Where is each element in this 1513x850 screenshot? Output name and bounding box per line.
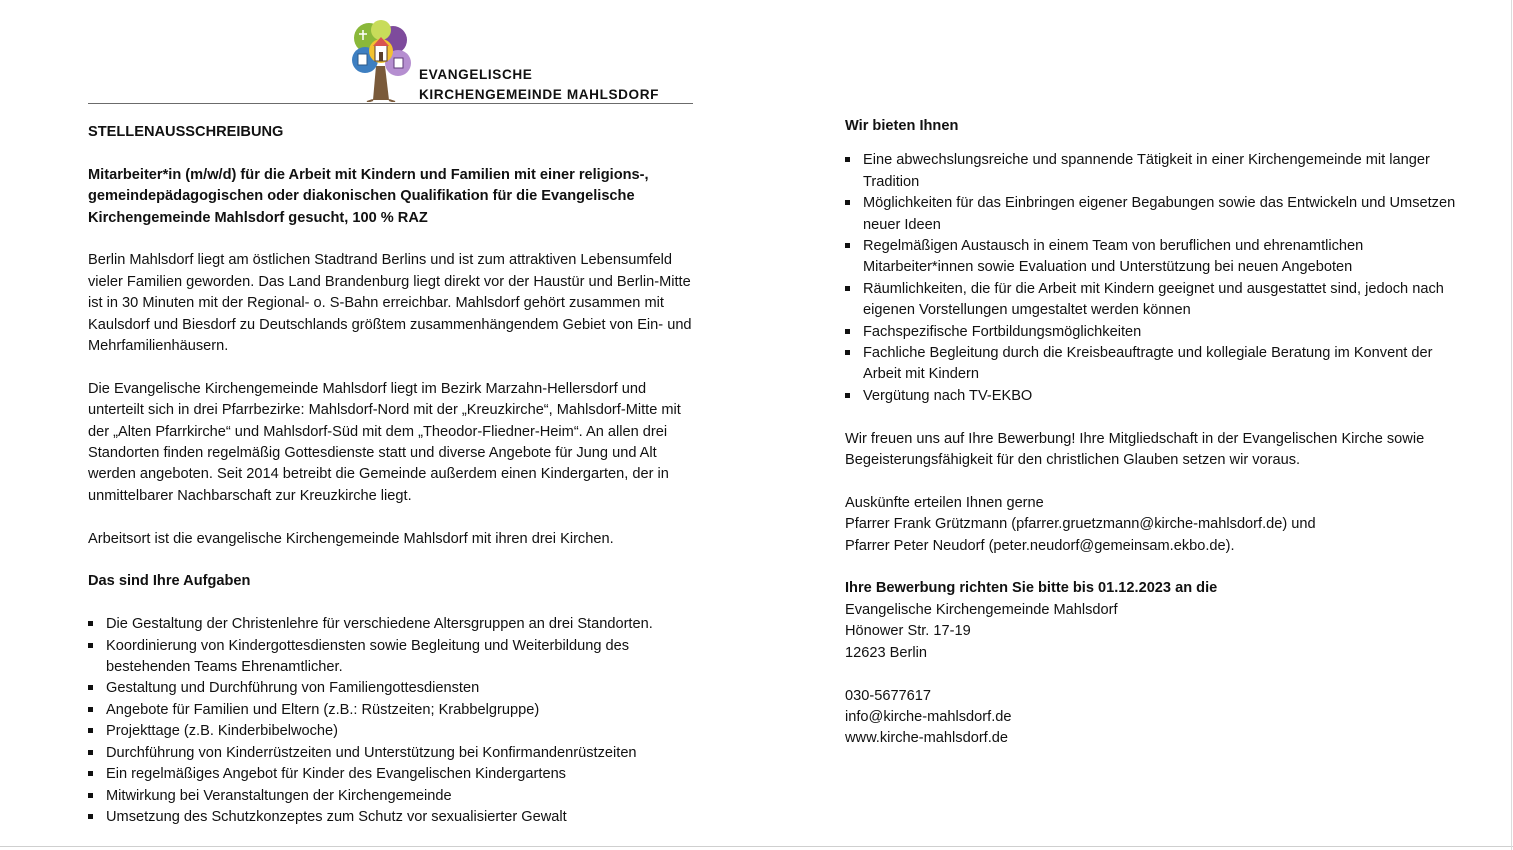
parish-paragraph: Die Evangelische Kirchengemeinde Mahlsdorf liegt im Bezirk Marzahn-Hellersdorf und unterteilt sich in drei Pfarrbezirke: Mahlsdorf-Nord mit der „Kreuzkirche“, Mahlsdorf-Mitte mit der „Alten Pfarrkirche“ und Mahlsdorf-Süd mit dem „Theodor-Fliedner-Heim“. An allen drei Standorten finden regelmäßig Gottesdienste statt und diverse Angebote für Jung und Alt werden angeboten. Seit 2014 betreibt die Gemeinde außerdem einen Kindergarten, der in unmittelbarer Nachbarschaft zur Kreuzkirche liegt. — [88, 380, 681, 504]
bullet-icon — [88, 685, 93, 690]
letterhead — [349, 18, 679, 102]
list-item — [88, 721, 700, 742]
offer-text: Eine abwechslungsreiche und spannende Tätigkeit in einer Kirchengemeinde mit langer Tradition — [863, 152, 1430, 190]
task-text: Ein regelmäßiges Angebot für Kinder des Evangelischen Kindergartens — [106, 766, 566, 783]
offer-text: Fachspezifische Fortbildungsmöglichkeiten — [863, 323, 1142, 340]
list-item — [88, 786, 700, 807]
bullet-icon — [845, 329, 850, 334]
address-line-2: Hönower Str. 17-19 — [845, 623, 971, 640]
offers-list — [845, 150, 1460, 407]
document-heading: STELLENAUSSCHREIBUNG — [88, 124, 284, 140]
bullet-icon — [845, 350, 850, 355]
offer-text: Räumlichkeiten, die für die Arbeit mit Kindern geeignet und ausgestattet sind, jedoch nach eigenen Vorstellungen umgestaltet werden können — [863, 280, 1444, 319]
phone-number: 030-5677617 — [845, 687, 932, 704]
list-item — [845, 322, 1460, 343]
job-title: Mitarbeiter*in (m/w/d) für die Arbeit mit Kindern und Familien mit einer religions-, gemeindepädagogischen oder diakonischen Qualifikation für die Evangelische Kirchengemeinde Mahlsdorf gesucht, 100 % RAZ — [88, 166, 649, 226]
offer-text: Regelmäßigen Austausch in einem Team von beruflichen und ehrenamtlichen Mitarbeiter*innen sowie Evaluation und Unterstützung bei neuen Angeboten — [863, 238, 1364, 276]
tasks-heading: Das sind Ihre Aufgaben — [88, 573, 251, 590]
task-text: Mitwirkung bei Veranstaltungen der Kirchengemeinde — [106, 787, 452, 804]
task-text: Angebote für Familien und Eltern (z.B.: Rüstzeiten; Krabbelgruppe) — [106, 701, 540, 718]
website-url: www.kirche-mahlsdorf.de — [845, 730, 1009, 747]
tree-church-logo-icon — [349, 18, 415, 102]
address-line-3: 12623 Berlin — [845, 644, 927, 661]
bullet-icon — [845, 286, 850, 291]
page-bottom-border — [0, 846, 1513, 847]
bullet-icon — [845, 157, 850, 162]
list-item — [88, 614, 700, 635]
list-item — [845, 150, 1460, 193]
list-item — [88, 678, 700, 699]
task-text: Gestaltung und Durchführung von Familiengottesdiensten — [106, 680, 480, 697]
task-text: Projekttage (z.B. Kinderbibelwoche) — [106, 723, 338, 740]
application-heading: Ihre Bewerbung richten Sie bitte bis 01.12.2023 an die — [845, 580, 1218, 597]
bullet-icon — [845, 393, 850, 398]
bullet-icon — [88, 793, 93, 798]
bullet-icon — [845, 243, 850, 248]
offers-heading: Wir bieten Ihnen — [845, 118, 959, 134]
task-text: Durchführung von Kinderrüstzeiten und Unterstützung bei Konfirmandenrüstzeiten — [106, 744, 637, 761]
intro-paragraph: Berlin Mahlsdorf liegt am östlichen Stadtrand Berlins und ist zum attraktiven Lebensumfeld vieler Familien geworden. Das Land Brandenburg liegt direkt vor der Haustür und Berlin-Mitte ist in 30 Minuten mit der Regional- o. S-Bahn erreichbar. Mahlsdorf gehört zusammen mit Kaulsdorf und Biesdorf zu Deutschlands größtem zusammenhängendem Gebiet von Ein- und Mehrfamilienhäusern. — [88, 252, 692, 355]
list-item — [88, 764, 700, 785]
left-column — [88, 122, 700, 828]
address-line-1: Evangelische Kirchengemeinde Mahlsdorf — [845, 601, 1118, 618]
offer-text: Möglichkeiten für das Einbringen eigener Begabungen sowie das Entwickeln und Umsetzen neuer Ideen — [863, 195, 1456, 233]
list-item — [88, 700, 700, 721]
bullet-icon — [88, 643, 93, 648]
task-text: Die Gestaltung der Christenlehre für verschiedene Altersgruppen an drei Standorten. — [106, 616, 653, 633]
list-item — [845, 236, 1460, 279]
bullet-icon — [88, 750, 93, 755]
contact-line-2: Pfarrer Peter Neudorf (peter.neudorf@gemeinsam.ekbo.de). — [845, 537, 1235, 554]
email-address: info@kirche-mahlsdorf.de — [845, 708, 1012, 725]
task-text: Umsetzung des Schutzkonzeptes zum Schutz vor sexualisierter Gewalt — [106, 808, 567, 825]
bullet-icon — [88, 621, 93, 626]
header-divider — [88, 103, 693, 104]
org-name-line1: EVANGELISCHE — [419, 67, 533, 82]
contact-line-1: Pfarrer Frank Grützmann (pfarrer.gruetzmann@kirche-mahlsdorf.de) und — [845, 516, 1316, 533]
list-item — [845, 279, 1460, 322]
org-name-line2: KIRCHENGEMEINDE MAHLSDORF — [419, 87, 660, 102]
bullet-icon — [88, 728, 93, 733]
list-item — [88, 636, 700, 679]
task-text: Koordinierung von Kindergottesdiensten sowie Begleitung und Weiterbildung des bestehenden Teams Ehrenamtlicher. — [106, 637, 630, 676]
closing-paragraph: Wir freuen uns auf Ihre Bewerbung! Ihre Mitgliedschaft in der Evangelischen Kirche sowie Begeisterungsfähigkeit für den christlichen Glauben setzen wir voraus. — [845, 430, 1425, 469]
list-item — [88, 743, 700, 764]
right-column — [845, 116, 1460, 750]
list-item — [845, 386, 1460, 407]
page-right-border — [1511, 0, 1512, 850]
offer-text: Fachliche Begleitung durch die Kreisbeauftragte und kollegiale Beratung im Konvent der Arbeit mit Kindern — [863, 345, 1433, 383]
bullet-icon — [88, 814, 93, 819]
tasks-list — [88, 614, 700, 828]
workplace-paragraph: Arbeitsort ist die evangelische Kirchengemeinde Mahlsdorf mit ihren drei Kirchen. — [88, 530, 614, 547]
organization-name — [419, 65, 659, 105]
bullet-icon — [845, 200, 850, 205]
bullet-icon — [88, 707, 93, 712]
info-intro: Auskünfte erteilen Ihnen gerne — [845, 494, 1044, 511]
offer-text: Vergütung nach TV-EKBO — [863, 387, 1033, 404]
list-item — [845, 193, 1460, 236]
bullet-icon — [88, 771, 93, 776]
list-item — [88, 807, 700, 828]
list-item — [845, 343, 1460, 386]
